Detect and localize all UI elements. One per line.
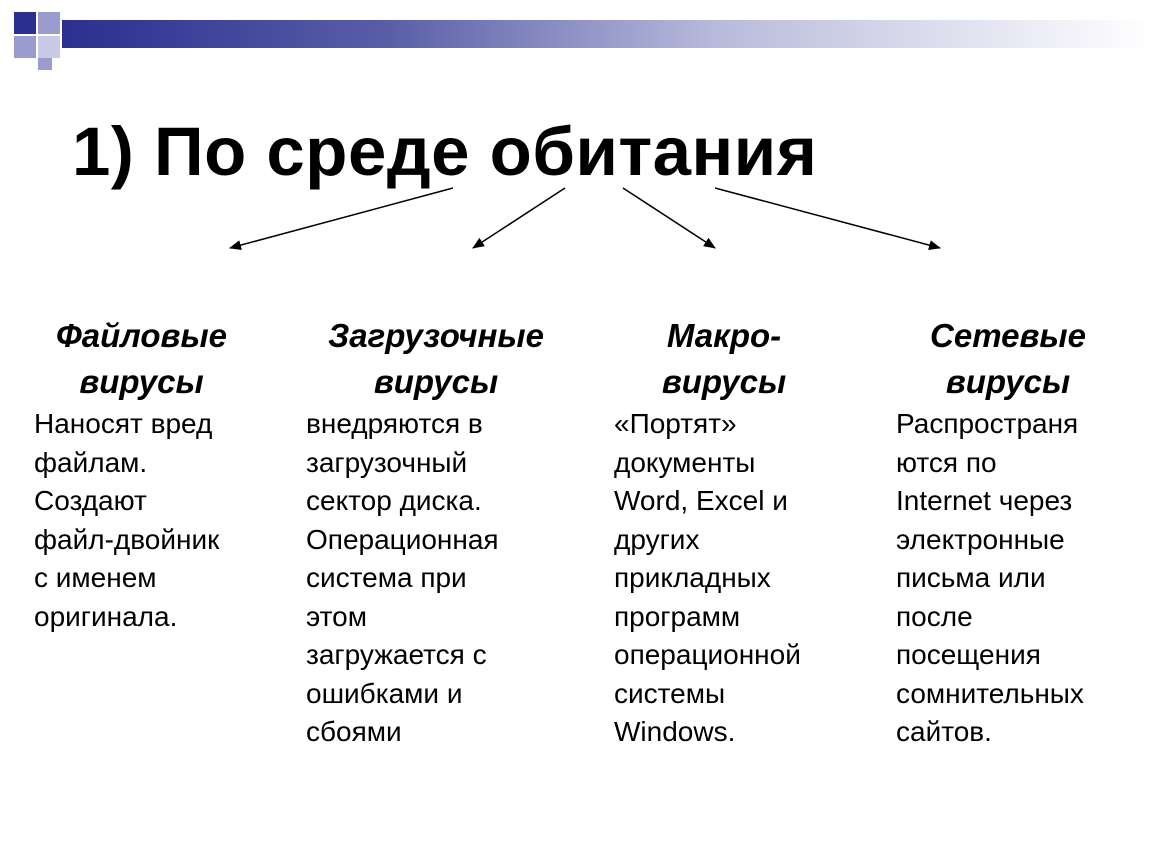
arrow-to-network-viruses (715, 188, 940, 248)
category-heading: Файловые вирусы (56, 317, 227, 400)
category-macro-viruses (614, 313, 834, 752)
arrow-to-file-viruses (230, 188, 453, 248)
category-boot-viruses (306, 313, 566, 752)
category-heading: Макро- вирусы (661, 317, 787, 400)
arrow-to-boot-viruses (473, 188, 565, 248)
category-file-viruses (34, 313, 249, 636)
category-description: Наносят вред файлам. Создают файл-двойник с именем оригинала. (34, 408, 220, 632)
slide-title: 1) По среде обитания (72, 113, 818, 190)
category-heading: Загрузочные вирусы (328, 317, 544, 400)
category-heading: Сетевые вирусы (930, 317, 1086, 400)
category-description: внедряются в загрузочный сектор диска. Операционная система при этом загружается с ошибками и сбоями (306, 408, 499, 747)
category-description: Распространя ются по Internet через электронные письма или после посещения сомнительных сайтов. (896, 408, 1084, 747)
category-network-viruses (896, 313, 1120, 752)
arrow-to-macro-viruses (623, 188, 715, 248)
category-description: «Портят» документы Word, Excel и других прикладных программ операционной системы Windows. (614, 408, 801, 747)
